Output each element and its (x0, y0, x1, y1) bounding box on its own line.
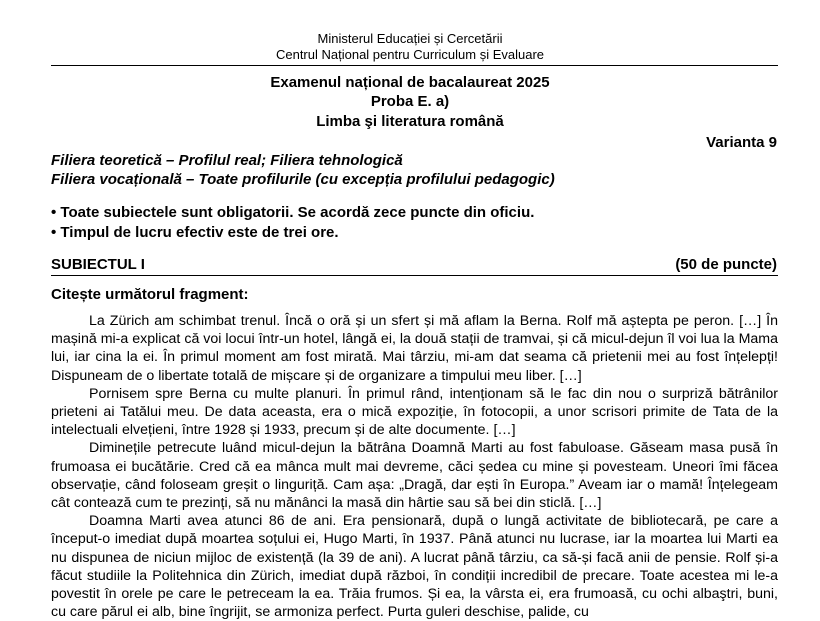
section-divider (51, 275, 778, 276)
exam-variant: Varianta 9 (706, 134, 777, 151)
section-instruction: Citește următorul fragment: (51, 286, 249, 303)
fragment-paragraph: La Zürich am schimbat trenul. Încă o oră și un sfert și mă aflam la Berna. Rolf mă aștepta pe peron. […] În mașină mi-a explicat că voi locui într-un hotel, lângă ei, la două stații de tramvai, și că micul-dejun îl voi lua la Mama lui, iar cina la ei. În primul moment am fost mirată. Mai târziu, mi-am dat seama că prietenii mei au fost înțelepți! Dispuneam de o libertate totală de mișcare și de organizare a timpului meu liber. […] (51, 313, 778, 384)
filiera-line-1: Filiera teoretică – Profilul real; Filiera tehnologică (51, 152, 403, 169)
ministry-name: Ministerul Educației și Cercetării (317, 31, 503, 46)
section-label: SUBIECTUL I (51, 256, 145, 273)
fragment-paragraph: Doamna Marti avea atunci 86 de ani. Era pensionară, după o lungă activitate de bibliotecară, pe care a început-o imediat după moartea soțului ei, Hugo Marti, în 1937. Până atunci nu lucrase, iar la moartea lui Marti ea nu dispunea de niciun mijloc de existență (la 39 de ani). A lucrat până târziu, ca să-și facă anii de pensie. Rolf și-a făcut studiile la Politehnica din Zürich, imediat după război, în condiții incredibil de precare. Toate acestea mi le-a povestit în orele pe care le petreceam la ea. Trăia frumos. Și ea, la vârsta ei, era frumoasă, cu ochi albaştri, buni, cu care părul ei alb, bine îngrijit, se armoniza perfect. Purta guleri deschise, palide, cu (51, 513, 778, 621)
section-points: (50 de puncte) (675, 256, 777, 273)
header-divider (51, 65, 778, 66)
filiera-line-2: Filiera vocațională – Toate profilurile (cu excepția profilului pedagogic) (51, 171, 555, 188)
rule-item: • Timpul de lucru efectiv este de trei ore. (51, 224, 339, 241)
center-name: Centrul Național pentru Curriculum și Evaluare (275, 47, 545, 62)
rule-item: • Toate subiectele sunt obligatorii. Se acordă zece puncte din oficiu. (51, 204, 535, 221)
fragment-paragraph: Pornisem spre Berna cu multe planuri. În primul rând, intenționam să le fac din nou o surpriză bătrânilor prieteni ai Tatălui meu. De data aceasta, era o mică expoziție, în fotocopii, a unor scrisori primite de Tata de la intelectuali elvețieni, între 1928 și 1933, precum și de alte documente. […] (51, 385, 778, 439)
exam-subject: Limba şi literatura română (316, 113, 504, 130)
exam-proba: Proba E. a) (370, 93, 450, 110)
exam-title: Examenul național de bacalaureat 2025 (270, 74, 550, 91)
fragment-paragraph: Diminețile petrecute luând micul-dejun la bătrâna Doamnă Marti au fost fabuloase. Găseam masa pusă în frumoasa ei bucătărie. Cred că ea mânca mult mai devreme, căci ședea cu mine și povesteam. Uneori îmi făcea observație, când foloseam greșit o linguriță. Cam așa: „Dragă, dar ești în Europa.” Aveam iar o mamă! Înțelegeam cât contează cum te prezinți, să nu mănânci la masă din hârtie sau să bei din sticlă. […] (51, 440, 778, 512)
fragment-text (51, 312, 778, 621)
